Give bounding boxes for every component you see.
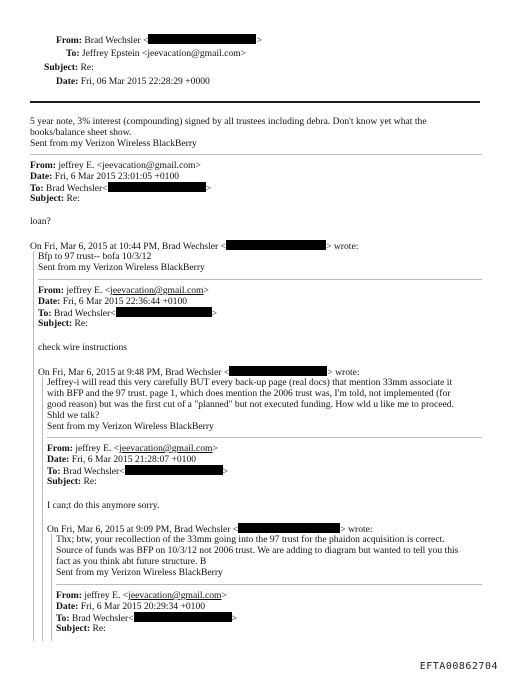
msg5-to-row: To: Brad Wechsler< > <box>56 613 238 624</box>
subject-label: Subject: <box>44 62 79 73</box>
email-link[interactable]: jeevacation@gmail.com <box>128 590 222 601</box>
msg3-date-row: Date: Fri, 6 Mar 2015 22:36:44 +0100 <box>38 296 188 307</box>
date-label: Date: <box>56 76 79 87</box>
quote3-intro: On Fri, Mar 6, 2015 at 9:09 PM, Brad Wechsler < > wrote: <box>47 524 373 535</box>
message-divider <box>56 584 482 585</box>
message-divider <box>38 279 482 280</box>
to-label: To: <box>66 48 80 59</box>
date-value: Fri, 06 Mar 2015 22:28:29 +0000 <box>80 76 210 87</box>
quote-line: Bfp to 97 trust-- bofa 10/3/12 <box>38 251 152 262</box>
msg5-date-row: Date: Fri, 6 Mar 2015 20:29:34 +0100 <box>56 601 206 612</box>
quote-line: fact as you think abt future structure. B <box>56 556 207 567</box>
msg4-date-row: Date: Fri, 6 Mar 2015 21:28:07 +0100 <box>47 454 197 465</box>
msg5-subject-row: Subject: Re: <box>56 623 106 634</box>
header-divider <box>30 101 480 103</box>
from-label: From: <box>56 35 82 46</box>
document-id: EFTA00862704 <box>419 661 498 672</box>
quote1-intro: On Fri, Mar 6, 2015 at 10:44 PM, Brad Wechsler < > wrote: <box>30 241 359 252</box>
message-divider <box>47 437 482 438</box>
msg3-from-row: From: jeffrey E. <jeevacation@gmail.com> <box>38 285 209 296</box>
quote-line: Jeffrey-i will read this very carefully BUT every back-up page (real docs) that mention 33mm associate it <box>47 377 453 388</box>
redaction-box <box>229 366 327 376</box>
msg2-date-row: Date: Fri, 6 Mar 2015 23:01:05 +0100 <box>30 171 180 182</box>
msg2-to-row: To: Brad Wechsler< > <box>30 183 212 194</box>
msg4-subject-row: Subject: Re: <box>47 476 97 487</box>
msg4-body: I can;t do this anymore sorry. <box>47 500 160 511</box>
quote-line: Thx; btw, your recollection of the 33mm going into the 97 trust for the phaidon acquisition is correct. <box>56 534 445 545</box>
redaction-box <box>148 34 256 44</box>
quote-line: Source of funds was BFP on 10/3/12 not 2006 trust. We are adding to diagram but wanted to tell you this <box>56 545 459 556</box>
quote2-intro: On Fri, Mar 6, 2015 at 9:48 PM, Brad Wechsler < > wrote: <box>38 367 360 378</box>
redaction-box <box>116 307 212 317</box>
quote-line: Shld we talk? <box>47 410 100 421</box>
msg3-to-row: To: Brad Wechsler< > <box>38 308 218 319</box>
message-divider <box>30 154 482 155</box>
header-date-row <box>56 76 210 87</box>
header-subject-row <box>44 62 94 73</box>
email-link[interactable]: jeevacation@gmail.com <box>119 443 213 454</box>
body-line: books/balance sheet show. <box>30 127 132 138</box>
msg3-body: check wire instructions <box>38 342 127 353</box>
quote-line: good reason) but was the first cut of a "planned" but not executed funding. How wld u like me to proceed. <box>47 399 454 410</box>
msg4-to-row: To: Brad Wechsler< > <box>47 466 229 477</box>
msg3-subject-row: Subject: Re: <box>38 318 88 329</box>
quote-line: with BFP and the 97 trust. page 1, which does mention the 2006 trust was, I'm told, not implemented (for <box>47 388 451 399</box>
header-to-row <box>66 48 246 59</box>
quote-bar <box>33 251 34 641</box>
quote-line: Sent from my Verizon Wireless BlackBerry <box>47 421 214 432</box>
quote-bar <box>42 377 43 641</box>
to-value: Jeffrey Epstein <jeevacation@gmail.com> <box>81 48 247 59</box>
subject-value: Re: <box>80 62 94 73</box>
quote-line: Sent from my Verizon Wireless BlackBerry <box>38 262 205 273</box>
redaction-box <box>125 465 223 475</box>
msg4-from-row: From: jeffrey E. <jeevacation@gmail.com> <box>47 443 218 454</box>
quote-line: Sent from my Verizon Wireless BlackBerry <box>56 567 223 578</box>
body-line: 5 year note, 3% interest (compounding) signed by all trustees including debra. Don't know yet what the <box>30 116 427 127</box>
msg2-subject-row: Subject: Re: <box>30 193 80 204</box>
redaction-box <box>108 182 206 192</box>
email-link[interactable]: jeevacation@gmail.com <box>110 285 204 296</box>
redaction-box <box>238 523 340 533</box>
redaction-box <box>134 612 232 622</box>
body-line: Sent from my Verizon Wireless BlackBerry <box>30 138 197 149</box>
msg5-from-row: From: jeffrey E. <jeevacation@gmail.com> <box>56 590 227 601</box>
quote-bar <box>51 534 52 641</box>
msg2-body: loan? <box>30 216 51 227</box>
from-value: Brad Wechsler < <box>84 35 149 46</box>
msg2-from-row: From: jeffrey E. <jeevacation@gmail.com> <box>30 160 201 171</box>
header-from-row: From: Brad Wechsler < > <box>56 35 262 46</box>
redaction-box <box>226 240 326 250</box>
